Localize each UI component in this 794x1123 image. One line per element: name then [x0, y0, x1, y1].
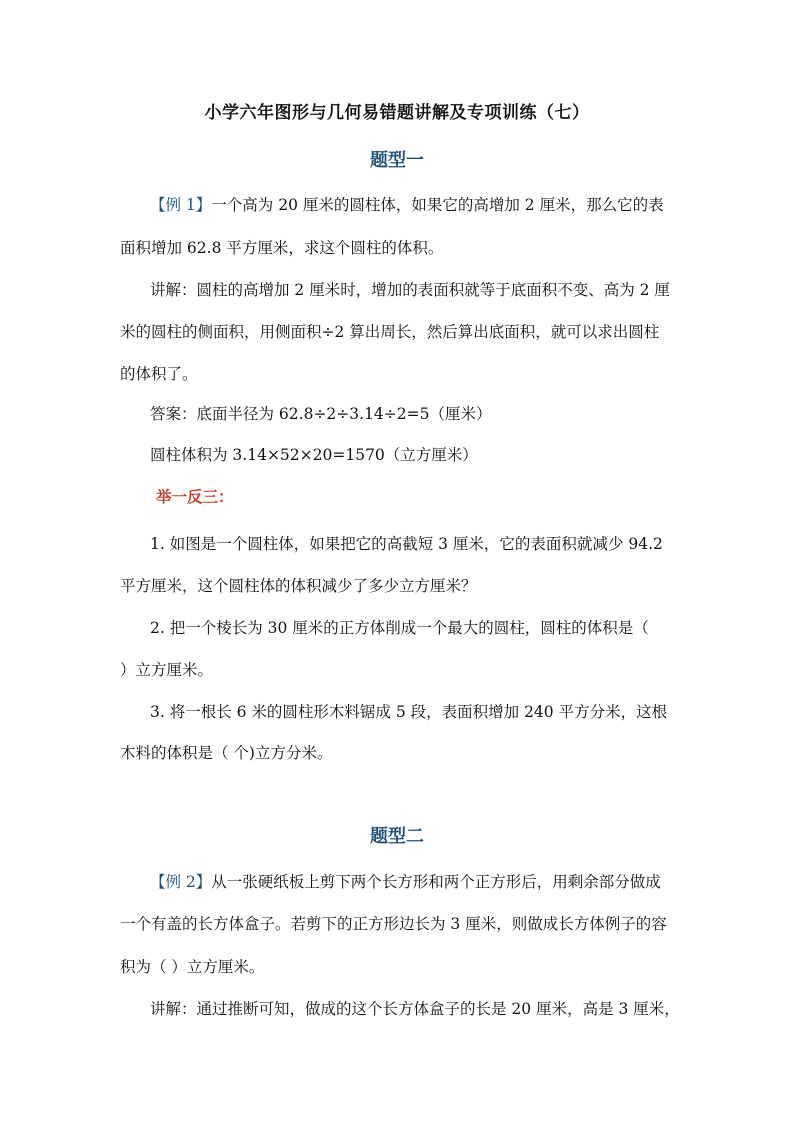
explanation-1-line-3: 的体积了。 — [120, 365, 198, 383]
practice-1-line-2: 平方厘米，这个圆柱体的体积减少了多少立方厘米？ — [120, 577, 477, 595]
example-1-line-2: 面积增加 62.8 平方厘米，求这个圆柱的体积。 — [120, 239, 444, 257]
example-2-text: 从一张硬纸板上剪下两个长方形和两个正方形后，用剩余部分做成 — [211, 873, 661, 891]
explanation-1-line-2: 米的圆柱的侧面积，用侧面积÷2 算出周长，然后算出底面积，就可以求出圆柱 — [120, 323, 660, 341]
example-2-tag: 【例 2】 — [150, 873, 212, 891]
example-1-line-1 — [150, 194, 680, 216]
practice-3-line-1: 3. 将一根长 6 米的圆柱形木料锯成 5 段，表面积增加 240 平方分米，这根 — [150, 703, 668, 721]
example-2-line-2: 一个有盖的长方体盒子。若剪下的正方形边长为 3 厘米，则做成长方体例子的容 — [120, 915, 667, 933]
page-title: 小学六年图形与几何易错题讲解及专项训练（七） — [204, 103, 590, 123]
example-2-line-3: 积为（ ）立方厘米。 — [120, 958, 265, 976]
practice-2-line-2: ）立方厘米。 — [120, 661, 214, 679]
section-heading-1: 题型一 — [370, 150, 424, 171]
example-1-tag: 【例 1】 — [150, 196, 212, 214]
practice-2-line-1: 2. 把一个棱长为 30 厘米的正方体削成一个最大的圆柱，圆柱的体积是（ — [150, 619, 649, 637]
practice-heading: 举一反三： — [156, 487, 234, 506]
explanation-2-line-1: 讲解：通过推断可知，做成的这个长方体盒子的长是 20 厘米，高是 3 厘米， — [150, 1000, 680, 1018]
practice-3-line-2: 木料的体积是（ 个)立方分米。 — [120, 744, 333, 762]
section-heading-2: 题型二 — [370, 826, 424, 847]
example-1-text: 一个高为 20 厘米的圆柱体，如果它的高增加 2 厘米，那么它的表 — [211, 196, 664, 214]
answer-1-line-2: 圆柱体积为 3.14×52×20=1570（立方厘米） — [150, 446, 478, 464]
practice-1-line-1: 1. 如图是一个圆柱体，如果把它的高截短 3 厘米，它的表面积就减少 94.2 — [150, 535, 663, 553]
example-2-line-1 — [150, 871, 680, 893]
explanation-1-line-1: 讲解：圆柱的高增加 2 厘米时，增加的表面积就等于底面积不变、高为 2 厘 — [150, 281, 670, 299]
answer-1-line-1: 答案：底面半径为 62.8÷2÷3.14÷2=5（厘米） — [150, 405, 492, 423]
